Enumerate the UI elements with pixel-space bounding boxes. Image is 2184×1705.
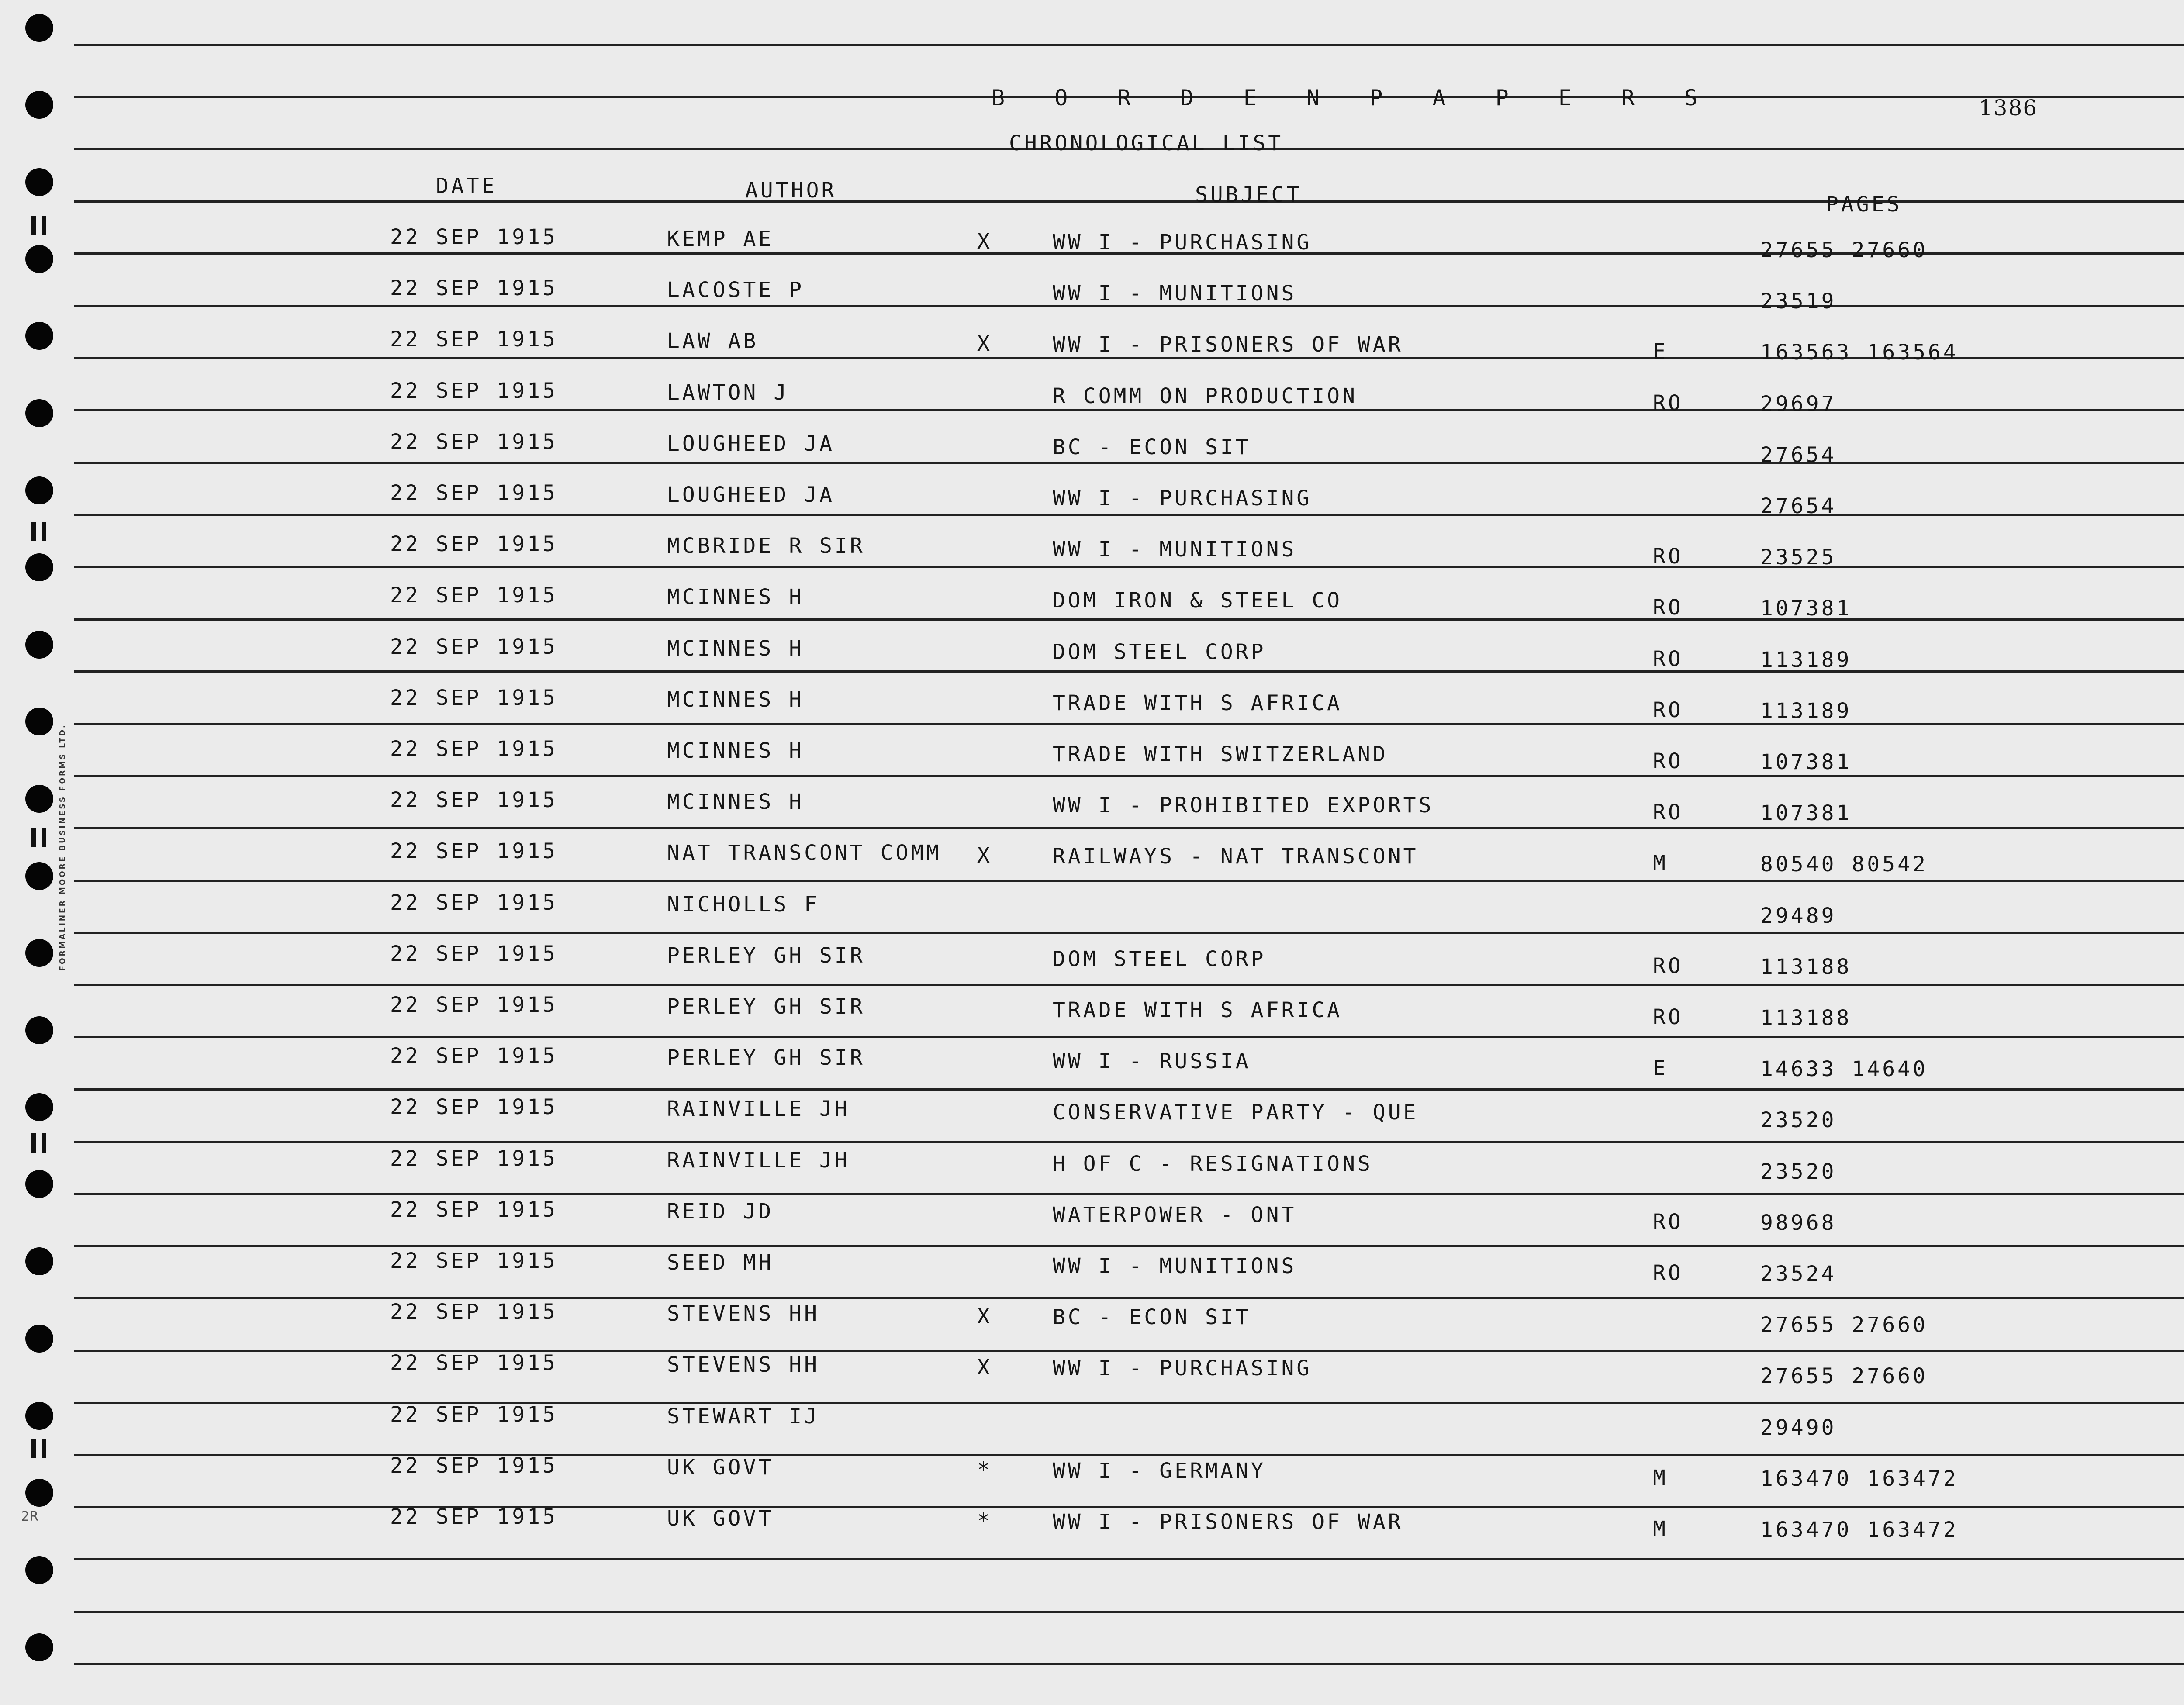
cell-subject: R COMM ON PRODUCTION (1053, 384, 1358, 408)
cell-date: 22 SEP 1915 (390, 993, 558, 1017)
cell-code: E (1653, 1056, 1668, 1080)
cell-pages: 113188 (1760, 955, 1852, 979)
table-row (0, 481, 2184, 532)
cell-code: M (1653, 1517, 1668, 1541)
cell-flag: X (977, 331, 992, 356)
table-row (0, 1402, 2184, 1453)
cell-pages: 29489 (1760, 904, 1837, 928)
cell-author: MCINNES H (667, 739, 805, 763)
cell-date: 22 SEP 1915 (390, 1198, 558, 1222)
cell-code: RO (1653, 1005, 1683, 1029)
table-row (0, 1249, 2184, 1300)
margin-mark: 2R (21, 1509, 38, 1524)
ruled-line (74, 44, 2184, 46)
cell-author: MCINNES H (667, 790, 805, 814)
cell-code: RO (1653, 595, 1683, 620)
cell-code: RO (1653, 391, 1683, 415)
cell-author: MCINNES H (667, 687, 805, 712)
cell-author: LAW AB (667, 329, 759, 353)
cell-author: REID JD (667, 1199, 774, 1224)
cell-subject: DOM IRON & STEEL CO (1053, 588, 1343, 613)
cell-subject: RAILWAYS - NAT TRANSCONT (1053, 844, 1419, 869)
feed-hole (25, 91, 53, 119)
cell-subject: TRADE WITH S AFRICA (1053, 998, 1343, 1022)
cell-author: RAINVILLE JH (667, 1097, 850, 1121)
feed-hole (25, 14, 53, 42)
page-number: 1386 (1979, 95, 2038, 121)
cell-date: 22 SEP 1915 (390, 1402, 558, 1427)
cell-author: MCINNES H (667, 636, 805, 661)
cell-subject: BC - ECON SIT (1053, 1305, 1251, 1329)
table-row (0, 1300, 2184, 1351)
cell-code: RO (1653, 800, 1683, 825)
cell-pages: 23519 (1760, 289, 1837, 314)
table-row (0, 788, 2184, 839)
cell-author: UK GOVT (667, 1455, 774, 1480)
cell-date: 22 SEP 1915 (390, 737, 558, 761)
cell-subject: H OF C - RESIGNATIONS (1053, 1152, 1373, 1176)
cell-pages: 29490 (1760, 1415, 1837, 1440)
table-row (0, 1146, 2184, 1198)
cell-subject: WW I - PURCHASING (1053, 486, 1312, 511)
column-header-author: AUTHOR (745, 178, 837, 203)
cell-author: KEMP AE (667, 227, 774, 251)
cell-code: M (1653, 1466, 1668, 1490)
side-label: FORMALINER MOORE BUSINESS FORMS LTD. (58, 723, 67, 971)
cell-pages: 107381 (1760, 750, 1852, 774)
cell-date: 22 SEP 1915 (390, 788, 558, 812)
cell-subject: WW I - MUNITIONS (1053, 537, 1297, 562)
cell-code: RO (1653, 954, 1683, 978)
cell-code: M (1653, 851, 1668, 876)
cell-pages: 107381 (1760, 596, 1852, 621)
table-row (0, 1453, 2184, 1505)
document-title: B O R D E N P A P E R S (992, 85, 1716, 110)
table-row (0, 1198, 2184, 1249)
cell-code: RO (1653, 1261, 1683, 1285)
cell-date: 22 SEP 1915 (390, 942, 558, 966)
cell-author: PERLEY GH SIR (667, 994, 865, 1019)
cell-code: RO (1653, 1210, 1683, 1234)
cell-subject: WW I - MUNITIONS (1053, 1254, 1297, 1278)
cell-date: 22 SEP 1915 (390, 1351, 558, 1375)
cell-author: SEED MH (667, 1250, 774, 1275)
table-row (0, 225, 2184, 276)
cell-subject: DOM STEEL CORP (1053, 640, 1266, 664)
cell-date: 22 SEP 1915 (390, 1095, 558, 1119)
feed-hole (25, 1556, 53, 1584)
cell-pages: 98968 (1760, 1211, 1837, 1235)
cell-author: LOUGHEED JA (667, 431, 835, 456)
document-subtitle: CHRONOLOGICAL LIST (1009, 131, 1284, 155)
cell-author: MCINNES H (667, 585, 805, 609)
cell-subject: TRADE WITH S AFRICA (1053, 691, 1343, 715)
cell-subject: TRADE WITH SWITZERLAND (1053, 742, 1388, 766)
cell-pages: 163563 163564 (1760, 340, 1959, 365)
table-row (0, 1044, 2184, 1095)
cell-pages: 23520 (1760, 1108, 1837, 1132)
cell-subject: WW I - PURCHASING (1053, 1356, 1312, 1381)
table-row (0, 379, 2184, 430)
table-row (0, 737, 2184, 788)
cell-pages: 27654 (1760, 494, 1837, 518)
cell-author: NICHOLLS F (667, 892, 819, 917)
cell-date: 22 SEP 1915 (390, 1453, 558, 1478)
table-row (0, 276, 2184, 327)
cell-date: 22 SEP 1915 (390, 481, 558, 505)
cell-code: RO (1653, 698, 1683, 722)
cell-author: UK GOVT (667, 1506, 774, 1531)
table-row (0, 942, 2184, 993)
cell-pages: 113188 (1760, 1006, 1852, 1030)
column-header-subject: SUBJECT (1195, 183, 1302, 207)
cell-subject: DOM STEEL CORP (1053, 947, 1266, 971)
cell-author: MCBRIDE R SIR (667, 534, 865, 558)
cell-pages: 163470 163472 (1760, 1467, 1959, 1491)
cell-date: 22 SEP 1915 (390, 686, 558, 710)
cell-date: 22 SEP 1915 (390, 532, 558, 556)
cell-date: 22 SEP 1915 (390, 839, 558, 863)
cell-pages: 113189 (1760, 648, 1852, 672)
cell-pages: 29697 (1760, 392, 1837, 416)
cell-date: 22 SEP 1915 (390, 1505, 558, 1529)
column-header-date: DATE (436, 174, 497, 198)
cell-author: LACOSTE P (667, 278, 805, 302)
cell-date: 22 SEP 1915 (390, 379, 558, 403)
cell-flag: X (977, 1304, 992, 1329)
table-row (0, 327, 2184, 378)
cell-date: 22 SEP 1915 (390, 635, 558, 659)
cell-subject: WW I - PURCHASING (1053, 230, 1312, 255)
cell-pages: 14633 14640 (1760, 1057, 1928, 1081)
column-header-pages: PAGES (1826, 192, 1902, 217)
cell-author: STEVENS HH (667, 1301, 819, 1326)
cell-pages: 80540 80542 (1760, 852, 1928, 877)
cell-pages: 27655 27660 (1760, 238, 1928, 262)
cell-subject: WW I - GERMANY (1053, 1459, 1266, 1483)
cell-date: 22 SEP 1915 (390, 1146, 558, 1171)
cell-date: 22 SEP 1915 (390, 1044, 558, 1068)
ruled-line (74, 1558, 2184, 1560)
cell-subject: WW I - MUNITIONS (1053, 281, 1297, 306)
cell-date: 22 SEP 1915 (390, 583, 558, 607)
feed-hole (25, 1633, 53, 1661)
ruled-line (74, 1611, 2184, 1613)
cell-subject: BC - ECON SIT (1053, 435, 1251, 459)
cell-author: STEVENS HH (667, 1353, 819, 1377)
cell-subject: WATERPOWER - ONT (1053, 1203, 1297, 1227)
cell-pages: 27655 27660 (1760, 1313, 1928, 1337)
cell-flag: * (977, 1509, 992, 1533)
table-row (0, 1095, 2184, 1146)
cell-pages: 27654 (1760, 443, 1837, 467)
cell-pages: 107381 (1760, 801, 1852, 825)
table-row (0, 993, 2184, 1044)
cell-author: LAWTON J (667, 380, 789, 405)
cell-author: RAINVILLE JH (667, 1148, 850, 1173)
cell-subject: WW I - PRISONERS OF WAR (1053, 332, 1403, 357)
table-row (0, 583, 2184, 634)
cell-author: LOUGHEED JA (667, 483, 835, 507)
cell-author: PERLEY GH SIR (667, 1046, 865, 1070)
cell-code: RO (1653, 544, 1683, 569)
cell-date: 22 SEP 1915 (390, 430, 558, 454)
cell-code: RO (1653, 749, 1683, 773)
cell-date: 22 SEP 1915 (390, 1249, 558, 1273)
cell-date: 22 SEP 1915 (390, 1300, 558, 1324)
cell-pages: 27655 27660 (1760, 1364, 1928, 1388)
cell-pages: 23520 (1760, 1160, 1837, 1184)
feed-hole (25, 168, 53, 196)
cell-author: STEWART IJ (667, 1404, 819, 1429)
table-row (0, 635, 2184, 686)
cell-subject: WW I - PROHIBITED EXPORTS (1053, 793, 1434, 818)
cell-code: E (1653, 339, 1668, 364)
cell-pages: 23525 (1760, 545, 1837, 569)
cell-date: 22 SEP 1915 (390, 225, 558, 249)
cell-code: RO (1653, 647, 1683, 671)
cell-flag: X (977, 1355, 992, 1380)
cell-subject: WW I - RUSSIA (1053, 1049, 1251, 1073)
cell-pages: 163470 163472 (1760, 1518, 1959, 1542)
table-row (0, 890, 2184, 942)
cell-flag: * (977, 1458, 992, 1482)
table-row (0, 532, 2184, 583)
cell-subject: WW I - PRISONERS OF WAR (1053, 1510, 1403, 1534)
cell-author: PERLEY GH SIR (667, 943, 865, 968)
ruled-line (74, 1663, 2184, 1665)
table-row (0, 839, 2184, 890)
cell-author: NAT TRANSCONT COMM (667, 841, 942, 865)
cell-pages: 113189 (1760, 699, 1852, 723)
cell-date: 22 SEP 1915 (390, 276, 558, 300)
cell-date: 22 SEP 1915 (390, 890, 558, 915)
table-row (0, 430, 2184, 481)
cell-subject: CONSERVATIVE PARTY - QUE (1053, 1100, 1419, 1125)
table-row (0, 686, 2184, 737)
table-row (0, 1505, 2184, 1556)
cell-flag: X (977, 843, 992, 868)
cell-date: 22 SEP 1915 (390, 327, 558, 352)
cell-pages: 23524 (1760, 1262, 1837, 1286)
table-row (0, 1351, 2184, 1402)
cell-flag: X (977, 229, 992, 254)
